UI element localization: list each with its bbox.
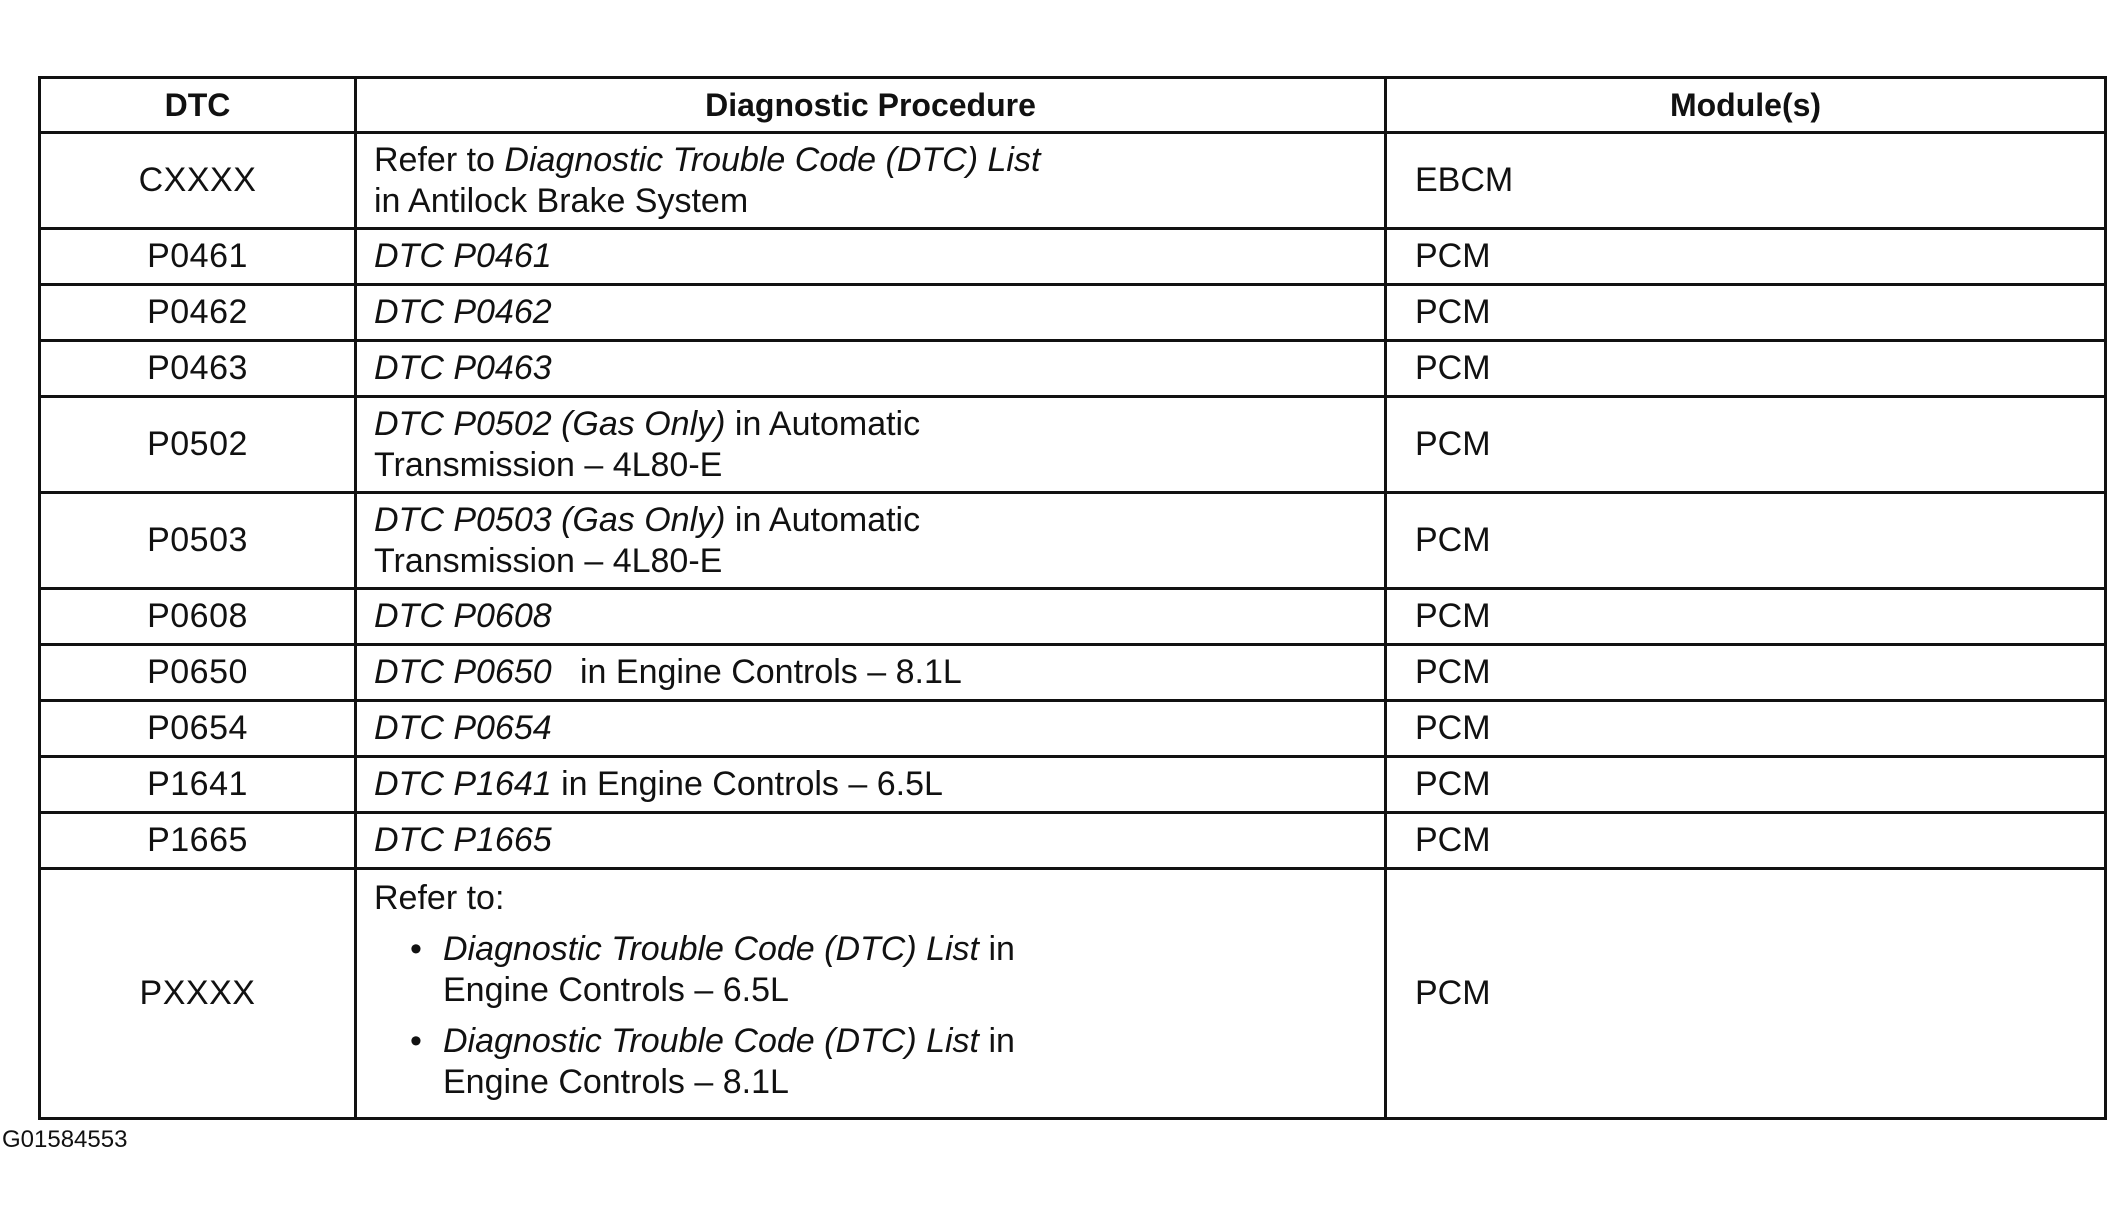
dtc-code-cell: P0654 bbox=[40, 701, 356, 757]
procedure-link[interactable]: DTC P0502 (Gas Only) bbox=[374, 404, 726, 443]
procedure-link[interactable]: DTC P1641 bbox=[374, 765, 552, 803]
dtc-code-cell: P0608 bbox=[40, 589, 356, 645]
procedure-text: in Automatic bbox=[725, 404, 921, 443]
procedure-text: in Antilock Brake System bbox=[374, 181, 749, 220]
procedure-link[interactable]: DTC P0461 bbox=[374, 237, 552, 275]
procedure-line bbox=[443, 929, 1384, 970]
dtc-code-cell: PXXXX bbox=[40, 869, 356, 1119]
table-row bbox=[40, 229, 2106, 285]
procedure-cell bbox=[356, 397, 1386, 493]
procedure-text: Transmission – 4L80-E bbox=[374, 445, 723, 484]
table-row bbox=[40, 701, 2106, 757]
table-row bbox=[40, 869, 2106, 1119]
procedure-text: in Automatic bbox=[725, 500, 921, 539]
module-cell: PCM bbox=[1386, 813, 2106, 869]
module-cell: PCM bbox=[1386, 341, 2106, 397]
procedure-cell bbox=[356, 813, 1386, 869]
table-row bbox=[40, 813, 2106, 869]
procedure-link[interactable]: DTC P0503 (Gas Only) bbox=[374, 500, 726, 539]
header-dtc: DTC bbox=[40, 78, 356, 133]
list-item bbox=[374, 1021, 1384, 1103]
procedure-text: in Engine Controls – 6.5L bbox=[551, 765, 943, 803]
procedure-link[interactable]: Diagnostic Trouble Code (DTC) List bbox=[443, 930, 979, 968]
procedure-text: in Engine Controls – 8.1L bbox=[551, 653, 962, 691]
module-cell: PCM bbox=[1386, 757, 2106, 813]
dtc-code-cell: P0650 bbox=[40, 645, 356, 701]
procedure-cell bbox=[356, 645, 1386, 701]
dtc-code-cell: P0503 bbox=[40, 493, 356, 589]
procedure-cell bbox=[356, 229, 1386, 285]
bullet-icon: • bbox=[410, 1022, 422, 1060]
procedure-text: Refer to: bbox=[374, 879, 505, 917]
dtc-table bbox=[38, 76, 2107, 1120]
procedure-cell bbox=[356, 493, 1386, 589]
procedure-link[interactable]: DTC P0462 bbox=[374, 293, 552, 331]
procedure-cell bbox=[356, 589, 1386, 645]
module-cell: PCM bbox=[1386, 493, 2106, 589]
table-row bbox=[40, 397, 2106, 493]
figure-id: G01584553 bbox=[2, 1126, 128, 1153]
dtc-code-cell: P0463 bbox=[40, 341, 356, 397]
dtc-code-cell: P0462 bbox=[40, 285, 356, 341]
dtc-code-cell: CXXXX bbox=[40, 133, 356, 229]
procedure-line bbox=[374, 140, 1384, 181]
procedure-link[interactable]: DTC P0463 bbox=[374, 349, 552, 387]
module-cell: PCM bbox=[1386, 397, 2106, 493]
module-cell: EBCM bbox=[1386, 133, 2106, 229]
procedure-cell bbox=[356, 133, 1386, 229]
table-row bbox=[40, 133, 2106, 229]
procedure-text: in bbox=[979, 930, 1015, 968]
procedure-line bbox=[443, 1021, 1384, 1062]
procedure-text: Engine Controls – 8.1L bbox=[443, 1063, 789, 1101]
procedure-text: in bbox=[979, 1022, 1015, 1060]
procedure-link[interactable]: DTC P0654 bbox=[374, 709, 552, 747]
procedure-cell bbox=[356, 701, 1386, 757]
table-row bbox=[40, 645, 2106, 701]
dtc-code-cell: P1665 bbox=[40, 813, 356, 869]
dtc-code-cell: P0461 bbox=[40, 229, 356, 285]
procedure-cell bbox=[356, 341, 1386, 397]
procedure-text: Refer to bbox=[374, 140, 505, 179]
procedure-text: Transmission – 4L80-E bbox=[374, 541, 723, 580]
table-row bbox=[40, 757, 2106, 813]
procedure-line bbox=[374, 404, 1384, 445]
procedure-link[interactable]: DTC P0650 bbox=[374, 653, 552, 691]
procedure-link[interactable]: Diagnostic Trouble Code (DTC) List bbox=[504, 140, 1041, 179]
procedure-line bbox=[374, 500, 1384, 541]
list-item bbox=[374, 929, 1384, 1011]
module-cell: PCM bbox=[1386, 701, 2106, 757]
procedure-bullet-list bbox=[374, 929, 1384, 1103]
table-row bbox=[40, 341, 2106, 397]
header-row bbox=[40, 78, 2106, 133]
bullet-icon: • bbox=[410, 930, 422, 968]
table-row bbox=[40, 493, 2106, 589]
header-modules: Module(s) bbox=[1386, 78, 2106, 133]
dtc-code-cell: P0502 bbox=[40, 397, 356, 493]
table-row bbox=[40, 589, 2106, 645]
procedure-link[interactable]: DTC P0608 bbox=[374, 597, 552, 635]
module-cell: PCM bbox=[1386, 589, 2106, 645]
header-diagnostic-procedure: Diagnostic Procedure bbox=[356, 78, 1386, 133]
procedure-cell bbox=[356, 757, 1386, 813]
module-cell: PCM bbox=[1386, 229, 2106, 285]
table-row bbox=[40, 285, 2106, 341]
procedure-cell bbox=[356, 869, 1386, 1119]
dtc-code-cell: P1641 bbox=[40, 757, 356, 813]
procedure-cell bbox=[356, 285, 1386, 341]
procedure-link[interactable]: Diagnostic Trouble Code (DTC) List bbox=[443, 1022, 979, 1060]
procedure-text: Engine Controls – 6.5L bbox=[443, 971, 789, 1009]
module-cell: PCM bbox=[1386, 285, 2106, 341]
module-cell: PCM bbox=[1386, 869, 2106, 1119]
module-cell: PCM bbox=[1386, 645, 2106, 701]
procedure-link[interactable]: DTC P1665 bbox=[374, 821, 552, 859]
